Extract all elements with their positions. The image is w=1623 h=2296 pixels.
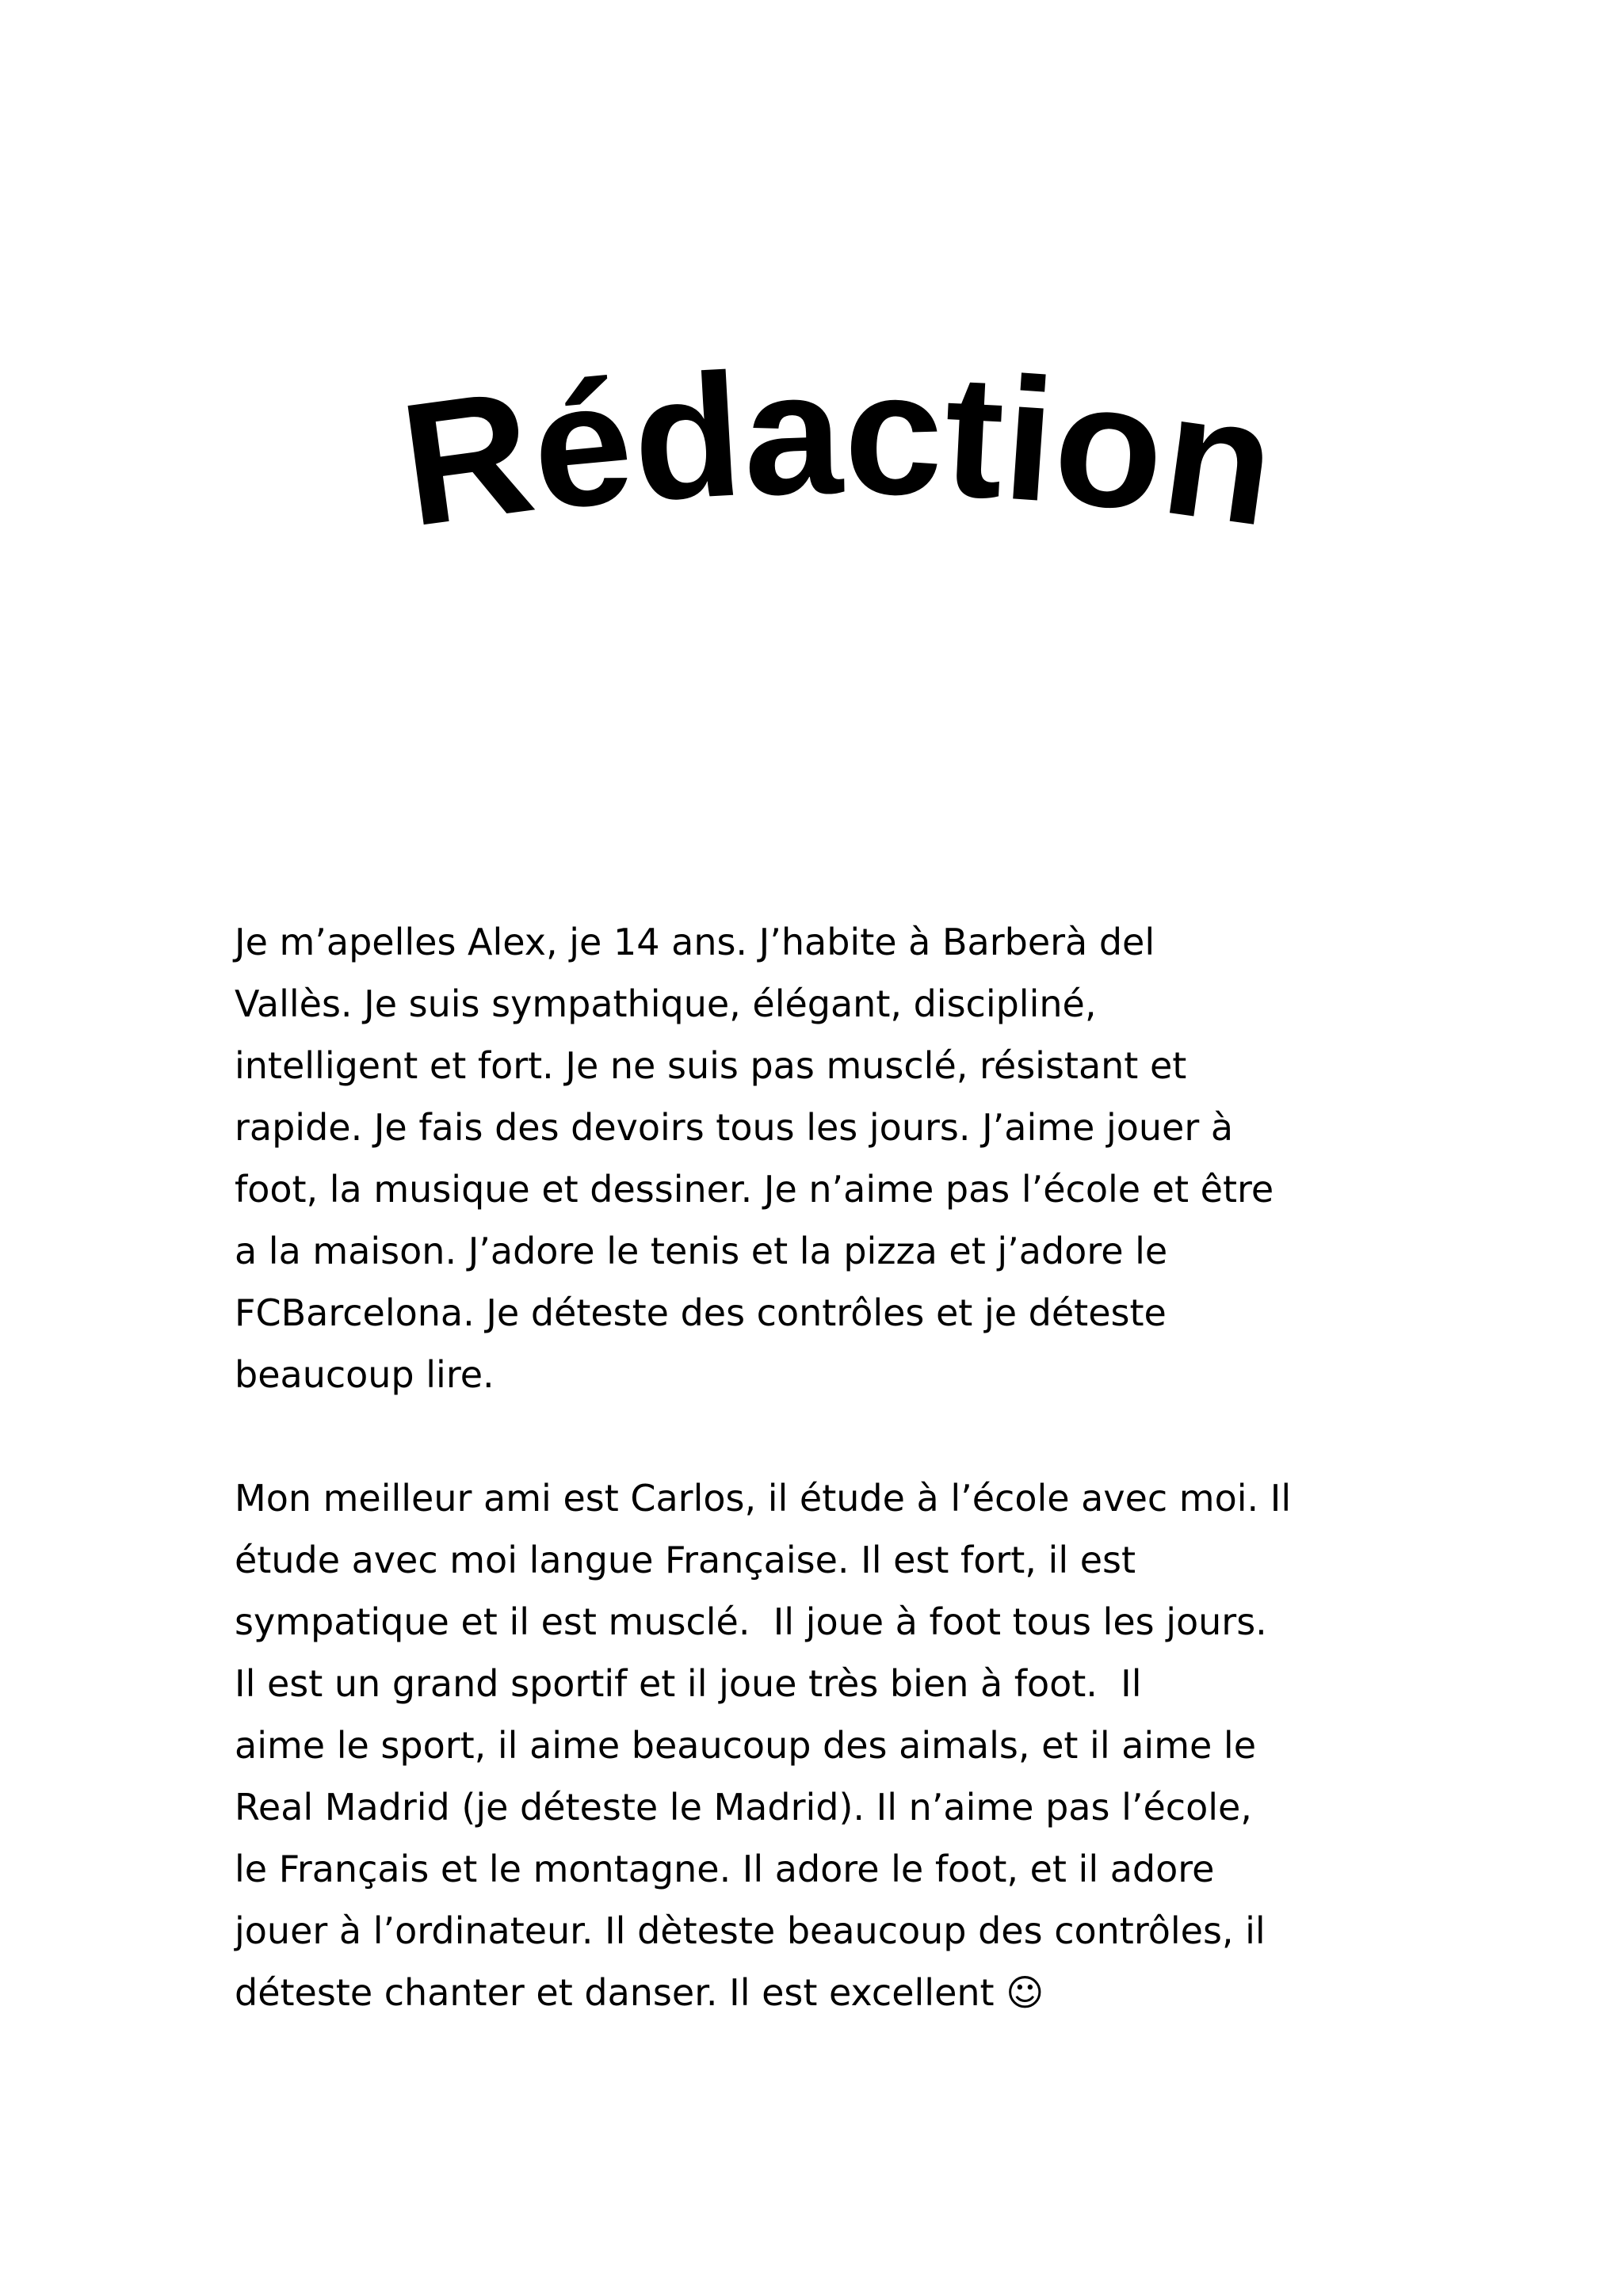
title-wordart bbox=[380, 317, 1300, 634]
text-line: aime le sport, il aime beaucoup des aimals, et il aime le bbox=[235, 1724, 1257, 1767]
text-line: le Français et le montagne. Il adore le foot, et il adore bbox=[235, 1848, 1215, 1890]
text-line: étude avec moi langue Française. Il est fort, il est bbox=[235, 1539, 1136, 1581]
document-title bbox=[380, 317, 1300, 634]
text-line: sympatique et il est musclé. Il joue à foot tous les jours. bbox=[235, 1600, 1267, 1643]
paragraph-2 bbox=[235, 1467, 1439, 2023]
text-line: Je m’apelles Alex, je 14 ans. J’habite à Barberà del bbox=[235, 921, 1155, 963]
text-line: FCBarcelona. Je déteste des contrôles et je déteste bbox=[235, 1291, 1167, 1334]
text-line: Real Madrid (je déteste le Madrid). Il n’aime pas l’école, bbox=[235, 1786, 1252, 1829]
text-line: beaucoup lire. bbox=[235, 1353, 495, 1396]
document-body bbox=[235, 911, 1439, 2023]
text-line: Mon meilleur ami est Carlos, il étude à l’école avec moi. Il bbox=[235, 1477, 1292, 1520]
title-text: Rédaction bbox=[391, 334, 1285, 563]
text-line: déteste chanter et danser. Il est excellent ☺ bbox=[235, 1971, 1044, 2014]
text-line: Il est un grand sportif et il joue très bien à foot. Il bbox=[235, 1662, 1142, 1705]
text-line: Vallès. Je suis sympathique, élégant, discipliné, bbox=[235, 982, 1097, 1025]
text-line: intelligent et fort. Je ne suis pas musclé, résistant et bbox=[235, 1044, 1187, 1087]
text-line: rapide. Je fais des devoirs tous les jours. J’aime jouer à bbox=[235, 1106, 1234, 1149]
paragraph-1 bbox=[235, 911, 1439, 1405]
text-line: foot, la musique et dessiner. Je n’aime pas l’école et être bbox=[235, 1168, 1274, 1211]
text-line: a la maison. J’adore le tenis et la pizza et j’adore le bbox=[235, 1230, 1168, 1272]
text-line: jouer à l’ordinateur. Il dèteste beaucoup des contrôles, il bbox=[235, 1909, 1266, 1952]
